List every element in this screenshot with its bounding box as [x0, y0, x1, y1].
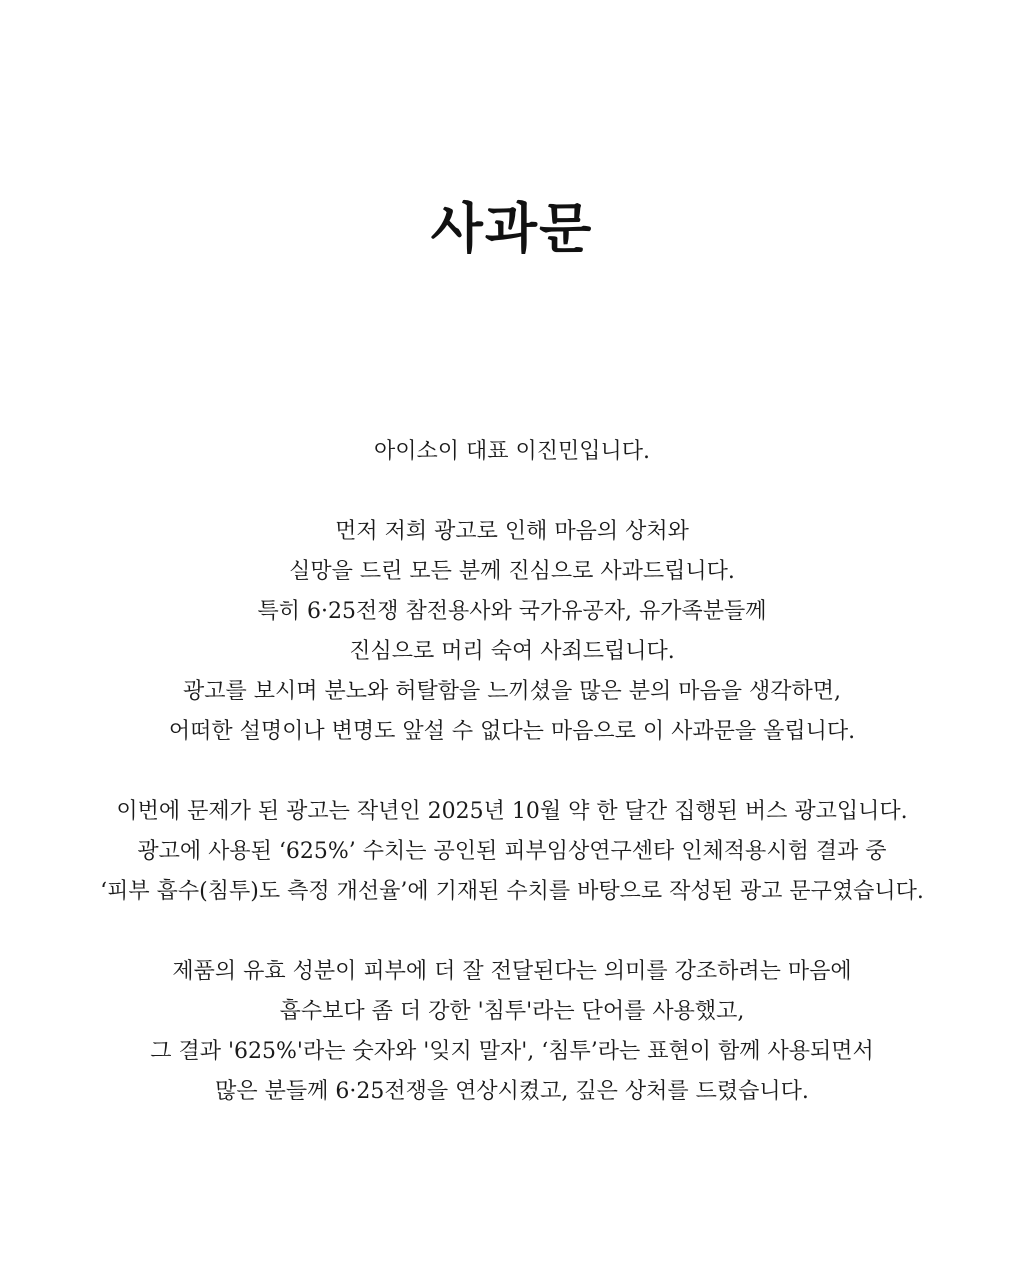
text-line: 먼저 저희 광고로 인해 마음의 상처와 [335, 519, 689, 544]
paragraph-explanation [40, 792, 984, 912]
text-line: 이번에 문제가 된 광고는 작년인 2025년 10월 약 한 달간 집행된 버스 광고입니다. [116, 799, 908, 824]
text-line: 광고를 보시며 분노와 허탈함을 느끼셨을 많은 분의 마음을 생각하면, [183, 679, 841, 704]
text-line: 어떠한 설명이나 변명도 앞설 수 없다는 마음으로 이 사과문을 올립니다. [168, 719, 856, 744]
paragraph-apology [40, 512, 984, 752]
text-line: 특히 6·25전쟁 참전용사와 국가유공자, 유가족분들께 [257, 599, 767, 624]
text-line: 진심으로 머리 숙여 사죄드립니다. [349, 639, 675, 664]
document-title: 사과문 [430, 196, 594, 260]
text-line: 실망을 드린 모든 분께 진심으로 사과드립니다. [289, 559, 735, 584]
text-line: ‘피부 흡수(침투)도 측정 개선율’에 기재된 수치를 바탕으로 작성된 광고 문구였습니다. [100, 879, 924, 904]
text-line: 아이소이 대표 이진민입니다. [373, 439, 650, 464]
paragraph-reason [40, 952, 984, 1112]
text-line: 그 결과 '625%'라는 숫자와 '잊지 말자', ‘침투’라는 표현이 함께 사용되면서 [150, 1039, 874, 1064]
apology-body [40, 432, 984, 1112]
text-line: 흡수보다 좀 더 강한 '침투'라는 단어를 사용했고, [279, 999, 745, 1024]
text-line: 제품의 유효 성분이 피부에 더 잘 전달된다는 의미를 강조하려는 마음에 [172, 959, 852, 984]
text-line: 많은 분들께 6·25전쟁을 연상시켰고, 깊은 상처를 드렸습니다. [215, 1079, 809, 1104]
paragraph-greeting [40, 432, 984, 472]
text-line: 광고에 사용된 ‘625%’ 수치는 공인된 피부임상연구센타 인체적용시험 결과 중 [137, 839, 887, 864]
